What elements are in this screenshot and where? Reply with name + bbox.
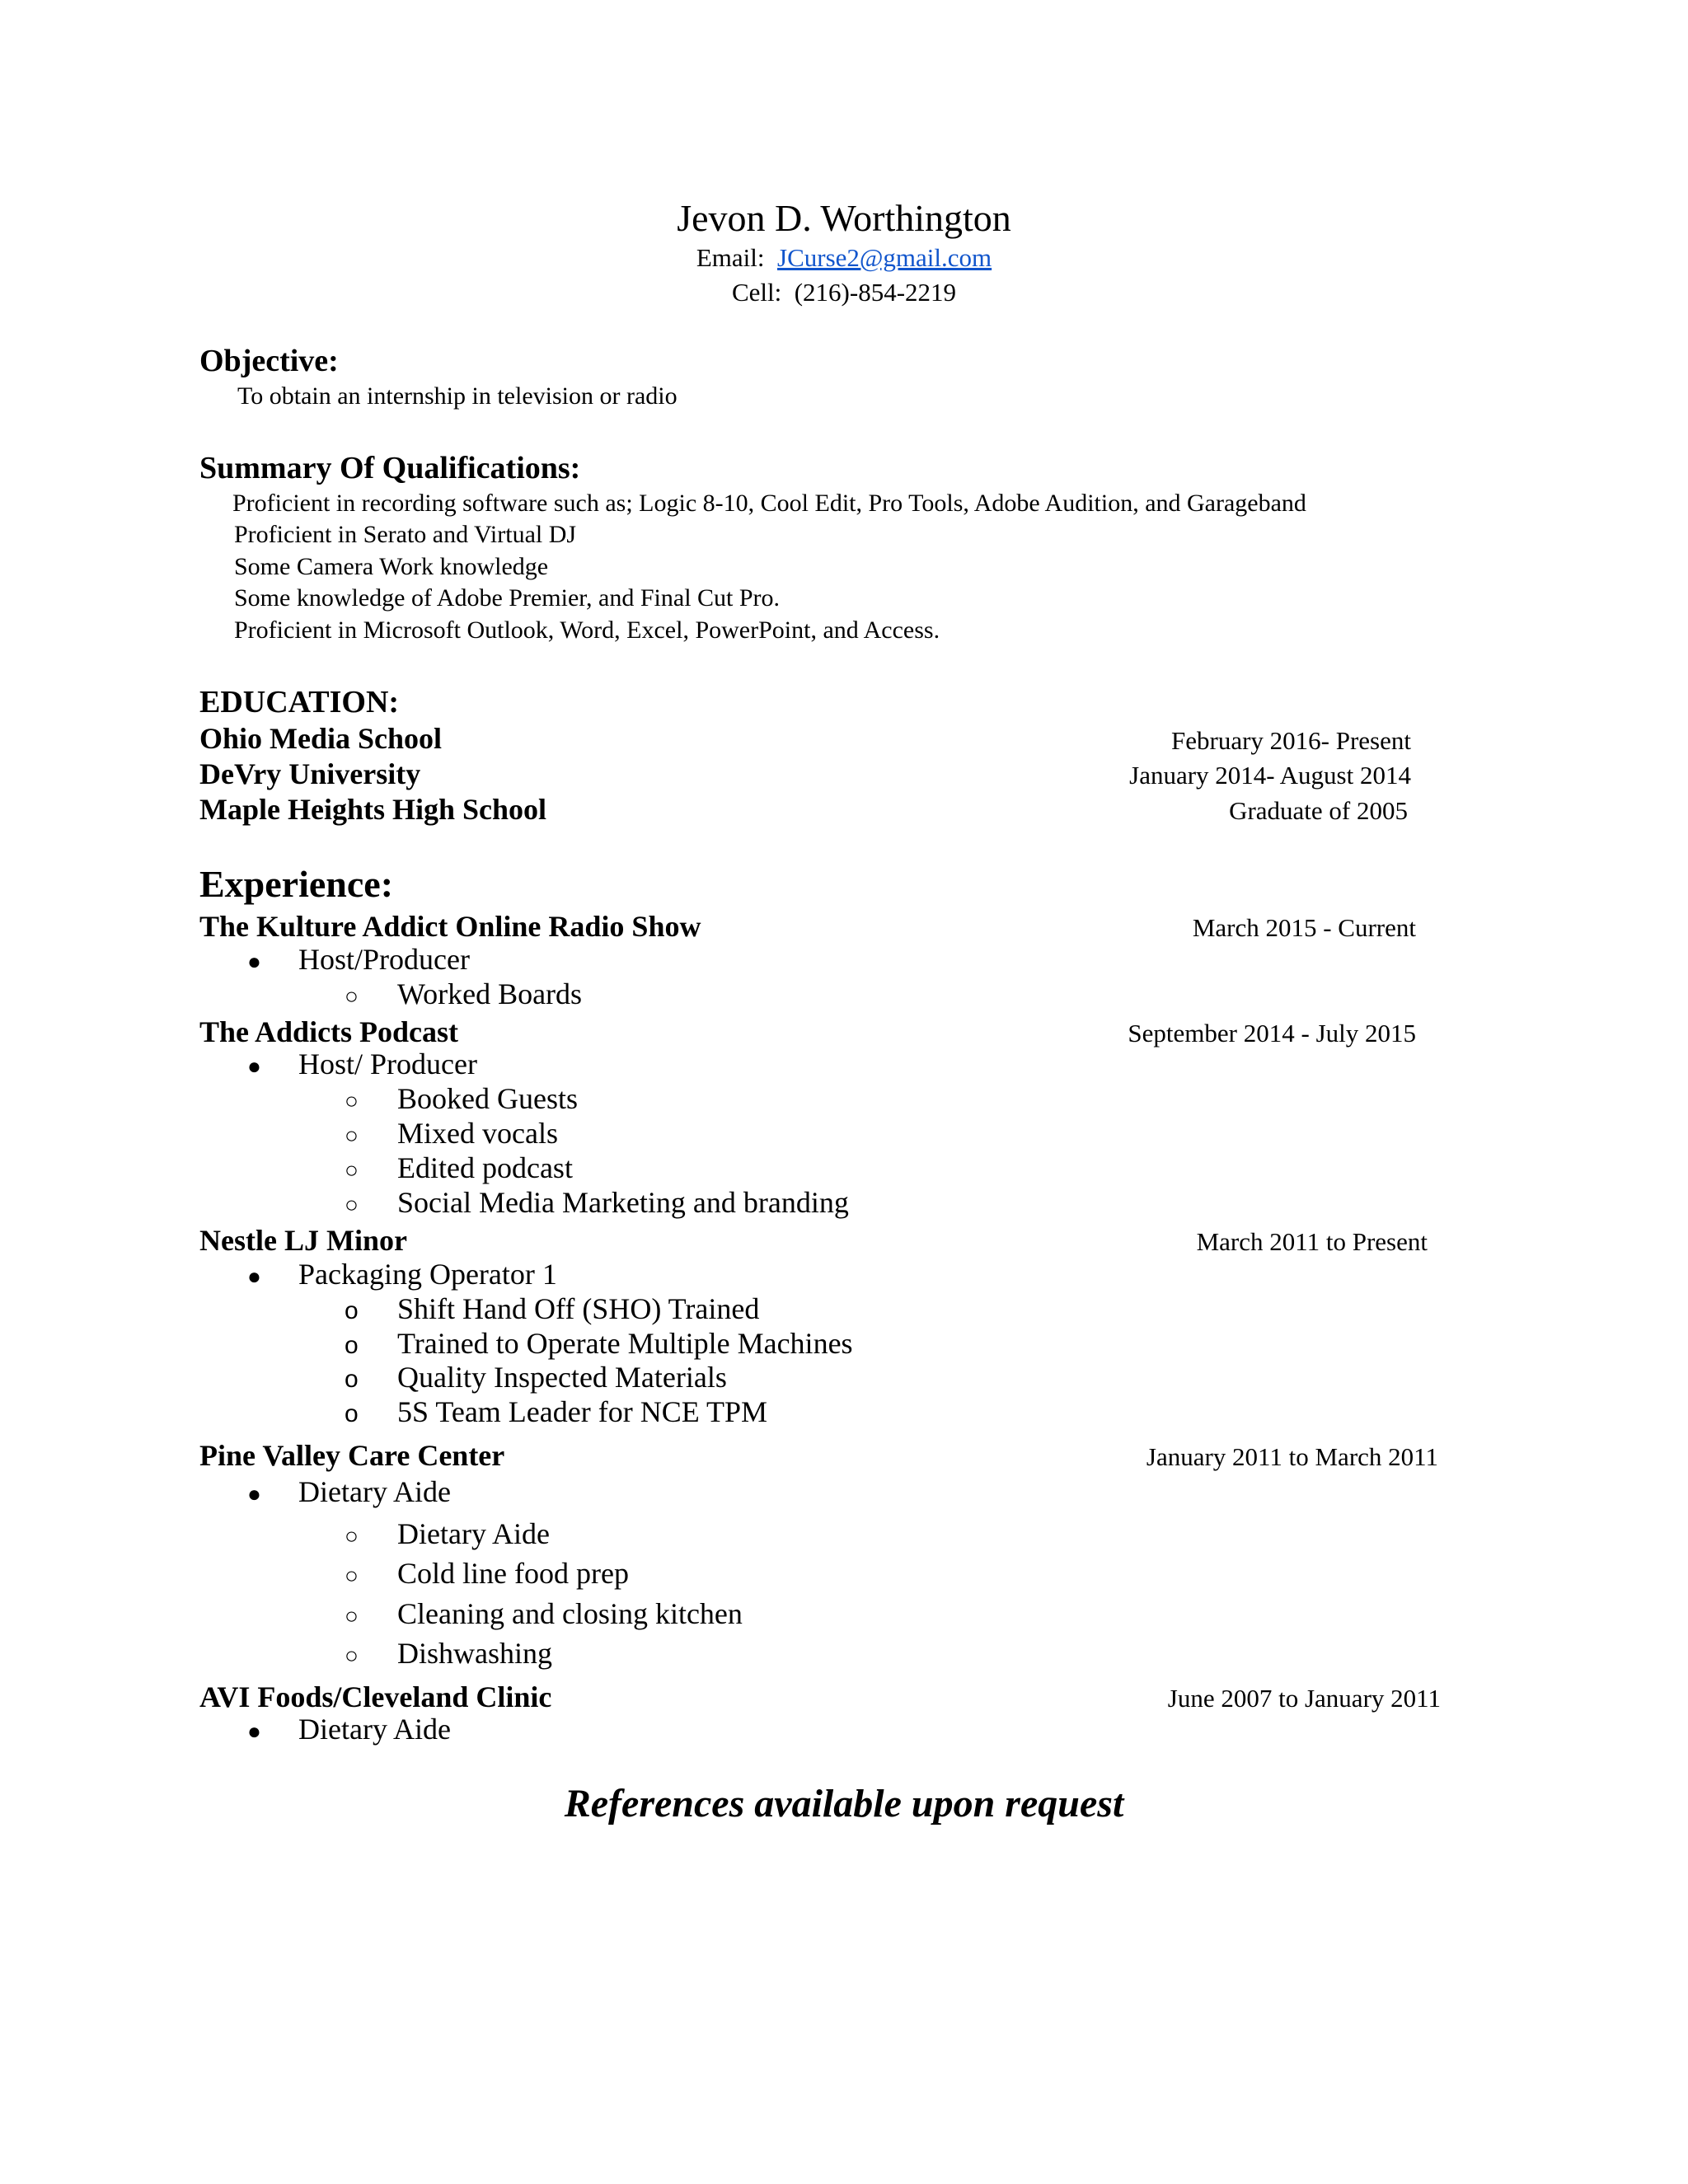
circle-bullet-icon: ○ (345, 984, 359, 1010)
qualification-item: Some Camera Work knowledge (234, 553, 549, 580)
bullet-icon: ● (247, 949, 261, 975)
job-role (247, 942, 470, 980)
o-bullet-icon: o (345, 1332, 359, 1359)
email-line (0, 241, 1688, 275)
job-task (345, 1596, 743, 1634)
job-dates: September 2014 - July 2015 (1128, 1019, 1416, 1047)
job-dates: January 2011 to March 2011 (1146, 1442, 1438, 1471)
job-task (345, 1394, 767, 1432)
circle-bullet-icon: ○ (345, 1089, 359, 1114)
job-task (345, 1081, 578, 1119)
job-task (345, 977, 582, 1015)
email-label: Email: (696, 243, 765, 272)
job-role (247, 1712, 451, 1750)
circle-bullet-icon: ○ (345, 1524, 359, 1549)
job-task (345, 1151, 573, 1188)
references-note: References available upon request (564, 1782, 1124, 1825)
job-task-text: Cold line food prep (397, 1557, 629, 1590)
job-dates: June 2007 to January 2011 (1167, 1684, 1441, 1713)
qualification-item: Some knowledge of Adobe Premier, and Final Cut Pro. (234, 584, 781, 612)
cell-label: Cell: (731, 278, 782, 307)
job-task (345, 1360, 727, 1397)
school-dates: February 2016- Present (1171, 726, 1411, 755)
job-task-text: Worked Boards (397, 977, 583, 1010)
o-bullet-icon: o (345, 1400, 359, 1427)
job-task (345, 1516, 550, 1554)
job-task-text: 5S Team Leader for NCE TPM (397, 1395, 768, 1428)
school-name: Maple Heights High School (199, 793, 547, 826)
summary-heading: Summary Of Qualifications: (199, 451, 581, 485)
objective-text: To obtain an internship in television or radio (237, 382, 678, 410)
o-bullet-icon: o (345, 1297, 359, 1324)
circle-bullet-icon: ○ (345, 1643, 359, 1669)
job-task-text: Cleaning and closing kitchen (397, 1597, 743, 1630)
job-dates: March 2015 - Current (1192, 913, 1416, 942)
job-task-text: Trained to Operate Multiple Machines (397, 1327, 853, 1360)
bullet-icon: ● (247, 1054, 261, 1080)
candidate-name: Jevon D. Worthington (677, 197, 1011, 239)
circle-bullet-icon: ○ (345, 1123, 359, 1149)
circle-bullet-icon: ○ (345, 1193, 359, 1218)
qualification-item: Proficient in Serato and Virtual DJ (234, 521, 577, 548)
job-role-text: Packaging Operator 1 (298, 1258, 557, 1291)
job-task-text: Quality Inspected Materials (397, 1361, 727, 1394)
school-dates: January 2014- August 2014 (1129, 761, 1411, 790)
job-role-text: Dietary Aide (298, 1475, 451, 1508)
job-task (345, 1291, 759, 1329)
job-role (247, 1474, 451, 1512)
job-task (345, 1185, 849, 1223)
resume-header (0, 196, 1688, 310)
bullet-icon: ● (247, 1264, 261, 1290)
job-task-text: Shift Hand Off (SHO) Trained (397, 1292, 760, 1325)
experience-heading: Experience: (199, 863, 394, 905)
school-name: DeVry University (199, 757, 421, 790)
school-name: Ohio Media School (199, 722, 443, 755)
job-task (345, 1636, 552, 1674)
o-bullet-icon: o (345, 1366, 359, 1393)
circle-bullet-icon: ○ (345, 1604, 359, 1629)
circle-bullet-icon: ○ (345, 1563, 359, 1589)
education-heading: EDUCATION: (199, 685, 400, 719)
job-org: Nestle LJ Minor (199, 1224, 407, 1257)
job-task-text: Booked Guests (397, 1082, 578, 1115)
bullet-icon: ● (247, 1482, 261, 1507)
job-org: The Addicts Podcast (199, 1015, 459, 1048)
job-dates: March 2011 to Present (1196, 1227, 1428, 1256)
job-role-text: Host/Producer (298, 943, 470, 976)
job-task (345, 1556, 629, 1594)
qualification-item: Proficient in recording software such as; Logic 8-10, Cool Edit, Pro Tools, Adobe Audition, and Garageband (232, 490, 1306, 517)
qualification-item: Proficient in Microsoft Outlook, Word, Excel, PowerPoint, and Access. (234, 616, 940, 644)
job-task-text: Dietary Aide (397, 1517, 550, 1550)
job-task-text: Dishwashing (397, 1637, 552, 1670)
cell-number: (216)-854-2219 (794, 278, 957, 307)
job-role-text: Dietary Aide (298, 1713, 451, 1746)
circle-bullet-icon: ○ (345, 1158, 359, 1183)
school-dates: Graduate of 2005 (1229, 796, 1408, 825)
cell-line (0, 275, 1688, 310)
job-org: Pine Valley Care Center (199, 1439, 505, 1472)
job-role-text: Host/ Producer (298, 1047, 477, 1080)
job-org: The Kulture Addict Online Radio Show (199, 910, 701, 943)
job-task-text: Mixed vocals (397, 1117, 558, 1150)
job-task (345, 1116, 558, 1154)
job-role (247, 1257, 557, 1295)
job-task (345, 1326, 853, 1363)
job-role (247, 1047, 477, 1085)
email-link[interactable]: JCurse2@gmail.com (777, 243, 992, 272)
job-org: AVI Foods/Cleveland Clinic (199, 1680, 552, 1713)
job-task-text: Social Media Marketing and branding (397, 1186, 849, 1219)
objective-heading: Objective: (199, 344, 339, 378)
bullet-icon: ● (247, 1719, 261, 1745)
job-task-text: Edited podcast (397, 1151, 573, 1184)
